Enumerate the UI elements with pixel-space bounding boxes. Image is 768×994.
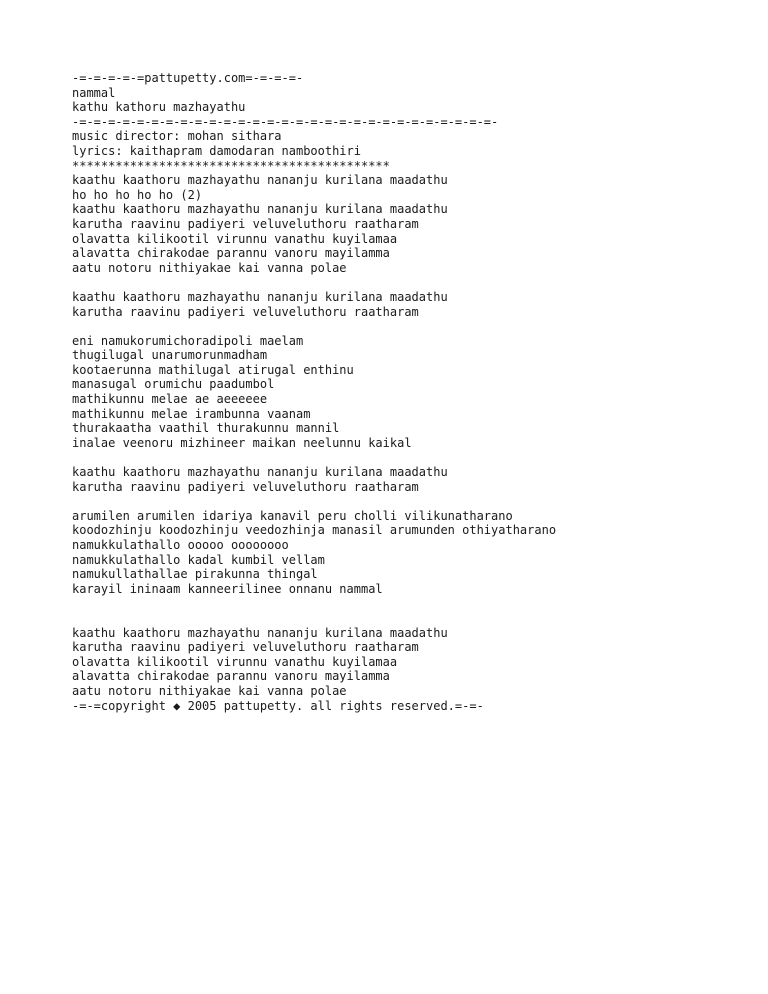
blank-line: [72, 450, 752, 465]
lyric-line: mathikunnu melae irambunna vaanam: [72, 406, 311, 421]
lyric-line: kootaerunna mathilugal atirugal enthinu: [72, 362, 354, 377]
blank-line: [72, 494, 752, 509]
lyric-line: kaathu kaathoru mazhayathu nananju kurilana maadathu: [72, 625, 448, 640]
blank-line: [72, 611, 752, 626]
lyric-line: namukkulathallo ooooo oooooooo: [72, 538, 289, 552]
lyric-line: karutha raavinu padiyeri veluveluthoru raatharam: [72, 640, 419, 655]
lyric-line: namukullathallae pirakunna thingal: [72, 567, 318, 582]
lyric-line: aatu notoru nithiyakae kai vanna polae: [72, 683, 347, 698]
divider-stars: ********************************************: [72, 158, 390, 173]
stanza-3: [72, 509, 752, 597]
copyright-footer: -=-=copyright ◆ 2005 pattupetty. all rights reserved.=-=-: [72, 698, 484, 713]
lyric-line: karutha raavinu padiyeri veluveluthoru raatharam: [72, 479, 419, 494]
blank-line: [72, 319, 752, 334]
divider-top: -=-=-=-=-=-=-=-=-=-=-=-=-=-=-=-=-=-=-=-=-=-=-=-=-=-=-=-=-=-: [72, 114, 499, 129]
lyric-line: thugilugal unarumorunmadham: [72, 348, 268, 363]
lyric-line: koodozhinju koodozhinju veedozhinja manasil arumunden othiyatharano: [72, 523, 557, 538]
lyrics-page: [72, 71, 752, 713]
lyric-line: arumilen arumilen idariya kanavil peru cholli vilikunatharano: [72, 508, 513, 523]
lyric-line: thurakaatha vaathil thurakunnu mannil: [72, 421, 340, 436]
lyric-line: olavatta kilikootil virunnu vanathu kuyilamaa: [72, 231, 398, 246]
music-director: music director: mohan sithara: [72, 129, 282, 144]
lyric-line: olavatta kilikootil virunnu vanathu kuyilamaa: [72, 654, 398, 669]
stanza-2: [72, 334, 752, 451]
lyric-line: karutha raavinu padiyeri veluveluthoru raatharam: [72, 216, 419, 231]
site-banner: -=-=-=-=-=pattupetty.com=-=-=-=-: [72, 71, 304, 85]
lyric-line: manasugal orumichu paadumbol: [72, 377, 275, 392]
lyric-line: eni namukorumichoradipoli maelam: [72, 333, 304, 348]
chorus-2: [72, 465, 752, 494]
lyric-line: namukkulathallo kadal kumbil vellam: [72, 552, 325, 567]
chorus-1: [72, 290, 752, 319]
lyric-line: karutha raavinu padiyeri veluveluthoru raatharam: [72, 304, 419, 319]
lyrics-credit: lyrics: kaithapram damodaran namboothiri: [72, 143, 361, 158]
blank-line: [72, 275, 752, 290]
final-chorus: [72, 626, 752, 699]
lyric-line: alavatta chirakodae parannu vanoru mayilamma: [72, 246, 390, 261]
blank-line: [72, 596, 752, 611]
lyric-line: mathikunnu melae ae aeeeeee: [72, 392, 268, 407]
lyric-line: kaathu kaathoru mazhayathu nananju kurilana maadathu: [72, 173, 448, 188]
lyric-line: ho ho ho ho ho (2): [72, 187, 203, 202]
stanza-1: [72, 173, 752, 275]
album-name: nammal: [72, 85, 116, 100]
lyric-line: karayil ininaam kanneerilinee onnanu nammal: [72, 581, 383, 596]
lyric-line: kaathu kaathoru mazhayathu nananju kurilana maadathu: [72, 202, 448, 217]
lyric-line: aatu notoru nithiyakae kai vanna polae: [72, 260, 347, 275]
lyric-line: inalae veenoru mizhineer maikan neelunnu kaikal: [72, 435, 412, 450]
lyric-line: alavatta chirakodae parannu vanoru mayilamma: [72, 669, 390, 684]
song-title: kathu kathoru mazhayathu: [72, 100, 246, 115]
lyric-line: kaathu kaathoru mazhayathu nananju kurilana maadathu: [72, 465, 448, 480]
lyric-line: kaathu kaathoru mazhayathu nananju kurilana maadathu: [72, 289, 448, 304]
